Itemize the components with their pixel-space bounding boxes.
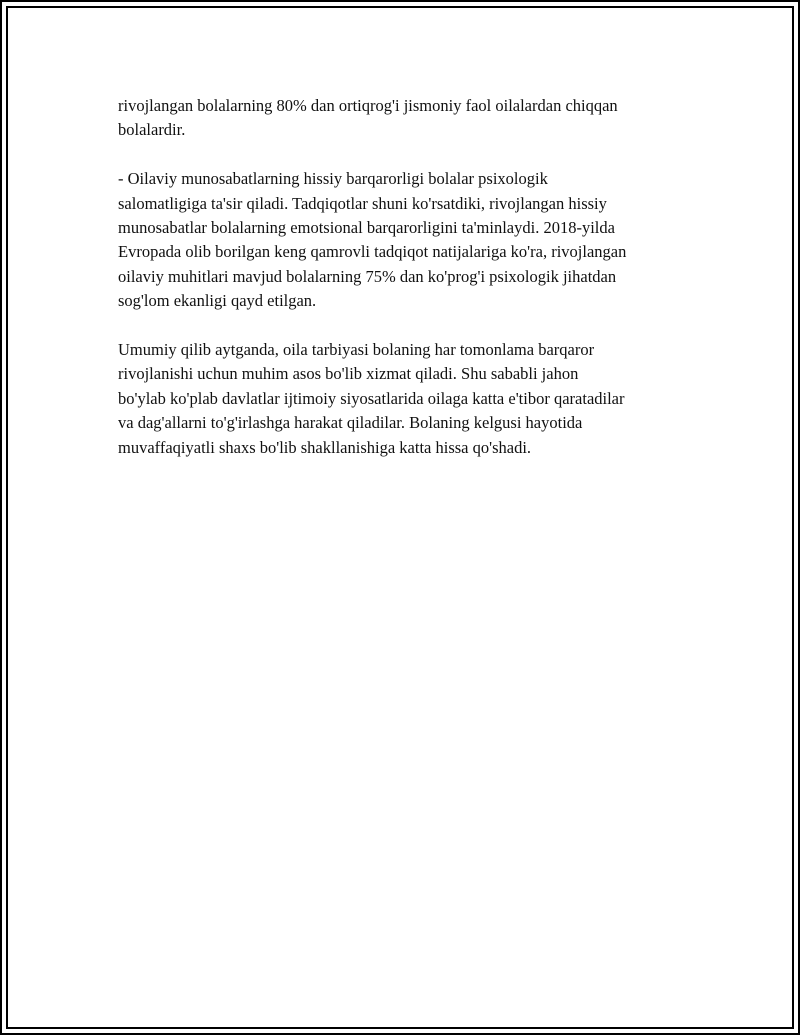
paragraph-emotional-stability: - Oilaviy munosabatlarning hissiy barqarorligi bolalar psixologik salomatligiga ta'sir qiladi. Tadqiqotlar shuni ko'rsatdiki, rivojlangan hissiy munosabatlar bolalarning emotsional barqarorligini ta'minlaydi. 2018-yilda Evropada olib borilgan keng qamrovli tadqiqot natijalariga ko'ra, rivojlangan oilaviy muhitlari mavjud bolalarning 75% dan ko'prog'i psixologik jihatdan sog'lom ekanligi qayd etilgan. bbox=[118, 169, 627, 311]
document-body bbox=[118, 94, 698, 484]
paragraph-conclusion: Umumiy qilib aytganda, oila tarbiyasi bolaning har tomonlama barqaror rivojlanishi uchun muhim asos bo'lib xizmat qiladi. Shu sababli jahon bo'ylab ko'plab davlatlar ijtimoiy siyosatlarida oilaga katta e'tibor qaratadilar va dag'allarni to'g'irlashga harakat qiladilar. Bolaning kelgusi hayotida muvaffaqiyatli shaxs bo'lib shakllanishiga katta hissa qo'shadi. bbox=[118, 340, 625, 457]
paragraph-physical-activity-continuation: rivojlangan bolalarning 80% dan ortiqrog'i jismoniy faol oilalardan chiqqan bolalardir. bbox=[118, 96, 618, 140]
